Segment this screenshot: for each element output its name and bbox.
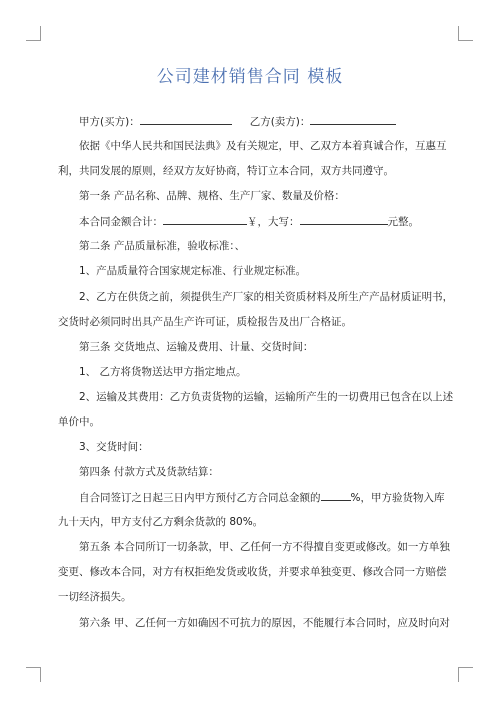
payment-line bbox=[79, 490, 444, 505]
payment-prefix: 自合同签订之日起三日内甲方预付乙方合同总金额的 bbox=[79, 492, 321, 504]
paragraph-line: 第六条 甲、乙任何一方如确因不可抗力的原因，不能履行本合同时，应及时向对 bbox=[79, 617, 450, 629]
amount-line bbox=[79, 214, 419, 229]
paragraph-line: 1、产品质量符合国家规定标准、行业规定标准。 bbox=[79, 265, 307, 277]
buyer-blank bbox=[140, 114, 232, 125]
crop-mark-top-left bbox=[26, 26, 41, 41]
payment-suffix: %，甲方验货物入库 bbox=[350, 492, 445, 504]
clause-heading: 第二条 产品质量标准，验收标准：、 bbox=[79, 240, 246, 252]
paragraph-line: 依据《中华人民共和国民法典》及有关规定，甲、乙双方本着真诚合作，互惠互 bbox=[79, 140, 447, 152]
amount-blank bbox=[163, 214, 247, 225]
seller-blank bbox=[310, 114, 396, 125]
crop-mark-bottom-right bbox=[458, 667, 473, 682]
clause-heading: 第三条 交货地点、运输及费用、计量、交货时间： bbox=[79, 341, 314, 353]
paragraph-line: 变更、修改本合同，对方有权拒绝发货或收货，并要求单独变更、修改合同一方赔偿 bbox=[58, 566, 447, 578]
crop-mark-bottom-left bbox=[26, 667, 41, 682]
parties-line bbox=[79, 114, 396, 129]
paragraph-line: 交货时必须同时出具产品生产许可证，质检报告及出厂合格证。 bbox=[58, 316, 352, 328]
paragraph-line: 1、 乙方将货物送达甲方指定地点。 bbox=[79, 366, 247, 378]
amount-words-blank bbox=[300, 214, 388, 225]
paragraph-line: 一切经济损失。 bbox=[58, 591, 132, 603]
crop-mark-top-right bbox=[458, 26, 473, 41]
seller-label: 乙方(卖方)： bbox=[249, 116, 311, 128]
paragraph-line: 利，共同发展的原则，经双方友好协商，特订立本合同，双方共同遵守。 bbox=[58, 165, 394, 177]
paragraph-line: 第五条 本合同所订一切条款，甲、乙任何一方不得擅自变更或修改。如一方单独 bbox=[79, 541, 450, 553]
paragraph-line: 2、乙方在供货之前，须提供生产厂家的相关资质材料及所生产产品材质证明书， bbox=[79, 291, 454, 303]
document-title: 公司建材销售合同 模板 bbox=[156, 67, 344, 87]
clause-heading: 第四条 付款方式及货款结算： bbox=[79, 466, 219, 478]
payment-blank bbox=[321, 490, 351, 501]
amount-label: 本合同金额合计： bbox=[79, 216, 163, 228]
paragraph-line: 单价中。 bbox=[58, 416, 100, 428]
amount-suffix: 元整。 bbox=[387, 216, 419, 228]
paragraph-line: 九十天内，甲方支付乙方剩余货款的 80%。 bbox=[58, 516, 264, 528]
clause-heading: 第一条 产品名称、品牌、规格、生产厂家、数量及价格： bbox=[79, 190, 345, 202]
buyer-label: 甲方(买方)： bbox=[79, 116, 140, 128]
paragraph-line: 3、交货时间： bbox=[79, 441, 149, 453]
amount-currency: ￥，大写： bbox=[247, 216, 300, 228]
paragraph-line: 2、运输及其费用：乙方负责货物的运输，运输所产生的一切费用已包含在以上述 bbox=[79, 391, 454, 403]
